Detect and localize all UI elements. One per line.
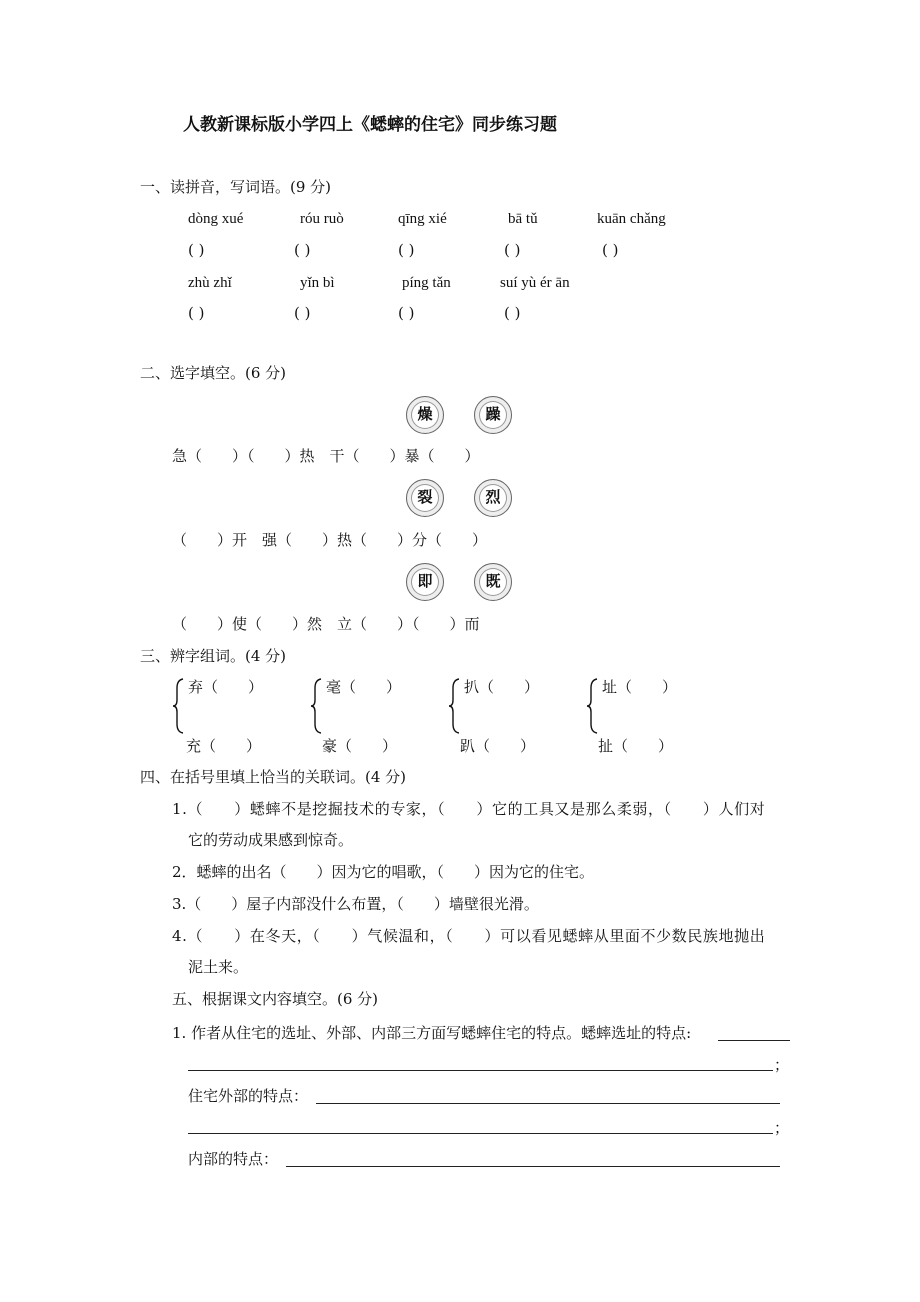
word-pair-bottom: 扯（ ）	[598, 737, 674, 755]
answer-blank[interactable]: ( )	[188, 241, 205, 259]
section2-heading: 二、选字填空。(6 分)	[140, 364, 287, 382]
answer-blank[interactable]: ( )	[294, 304, 311, 322]
pinyin-item: suí yù ér ān	[500, 275, 570, 291]
answer-blank[interactable]: ( )	[504, 241, 521, 259]
answer-line[interactable]	[316, 1103, 780, 1104]
answer-line[interactable]	[188, 1070, 773, 1071]
brace-icon	[172, 678, 184, 734]
question-3: 3.（ ）屋子内部没什么布置，（ ）墙壁很光滑。	[172, 895, 539, 913]
pinyin-item: píng tǎn	[402, 275, 451, 291]
fill-line: （ ）使（ ）然 立（ ）（ ）而	[172, 615, 480, 633]
word-pair-top: 弃（ ）	[188, 678, 264, 696]
word-pair-top: 毫（ ）	[326, 678, 402, 696]
char-choice-ball: 裂	[406, 479, 444, 517]
inside-label: 内部的特点：	[188, 1150, 279, 1168]
word-pair-bottom: 趴（ ）	[460, 737, 536, 755]
answer-line[interactable]	[286, 1166, 780, 1167]
pinyin-item: yǐn bì	[300, 275, 335, 291]
question-4-line-1: 4.（ ）在冬天，（ ）气候温和，（ ）可以看见蟋蟀从里面不少数民族地抛出	[172, 927, 766, 945]
answer-blank[interactable]: ( )	[398, 304, 415, 322]
section3-heading: 三、辨字组词。(4 分)	[140, 647, 287, 665]
word-pair-top: 扒（ ）	[464, 678, 540, 696]
fill-line: （ ）开 强（ ）热（ ）分（ ）	[172, 531, 488, 549]
char-choice-ball: 烈	[474, 479, 512, 517]
question-5-1: 1. 作者从住宅的选址、外部、内部三方面写蟋蟀住宅的特点。蟋蟀选址的特点:	[172, 1024, 692, 1042]
pinyin-item: kuān chǎng	[597, 211, 666, 227]
question-4-line-2: 泥土来。	[188, 958, 249, 976]
word-pair-top: 址（ ）	[602, 678, 678, 696]
pinyin-item: qīng xié	[398, 211, 447, 227]
char-choice-ball: 躁	[474, 396, 512, 434]
word-pair-bottom: 豪（ ）	[322, 737, 398, 755]
answer-blank[interactable]: ( )	[294, 241, 311, 259]
page-title: 人教新课标版小学四上《蟋蟀的住宅》同步练习题	[183, 115, 557, 135]
answer-line[interactable]	[188, 1133, 773, 1134]
brace-icon	[586, 678, 598, 734]
brace-icon	[310, 678, 322, 734]
pinyin-item: dòng xué	[188, 211, 244, 227]
pinyin-item: zhù zhǐ	[188, 275, 232, 291]
semicolon: ；	[774, 1119, 790, 1137]
brace-icon	[448, 678, 460, 734]
outside-label: 住宅外部的特点：	[188, 1087, 309, 1105]
pinyin-item: bā tǔ	[508, 211, 538, 227]
answer-blank[interactable]: ( )	[188, 304, 205, 322]
answer-blank[interactable]: ( )	[504, 304, 521, 322]
section5-heading: 五、根据课文内容填空。(6 分)	[172, 990, 379, 1008]
question-2: 2．蟋蟀的出名（ ）因为它的唱歌，（ ）因为它的住宅。	[172, 863, 595, 881]
pinyin-item: róu ruò	[300, 211, 344, 227]
section4-heading: 四、在括号里填上恰当的关联词。(4 分)	[140, 768, 407, 786]
question-1-line-2: 它的劳动成果感到惊奇。	[188, 831, 354, 849]
answer-blank[interactable]: ( )	[398, 241, 415, 259]
answer-line[interactable]	[718, 1040, 790, 1041]
semicolon: ；	[774, 1056, 790, 1074]
char-choice-ball: 即	[406, 563, 444, 601]
char-choice-ball: 既	[474, 563, 512, 601]
answer-blank[interactable]: ( )	[602, 241, 619, 259]
char-choice-ball: 燥	[406, 396, 444, 434]
section1-heading: 一、读拼音，写词语。(9 分)	[140, 178, 332, 196]
question-1-line-1: 1.（ ）蟋蟀不是挖掘技术的专家，（ ）它的工具又是那么柔弱，（ ）人们对	[172, 800, 766, 818]
word-pair-bottom: 充（ ）	[186, 737, 262, 755]
fill-line: 急（ ）（ ）热 干（ ）暴（ ）	[172, 447, 480, 465]
